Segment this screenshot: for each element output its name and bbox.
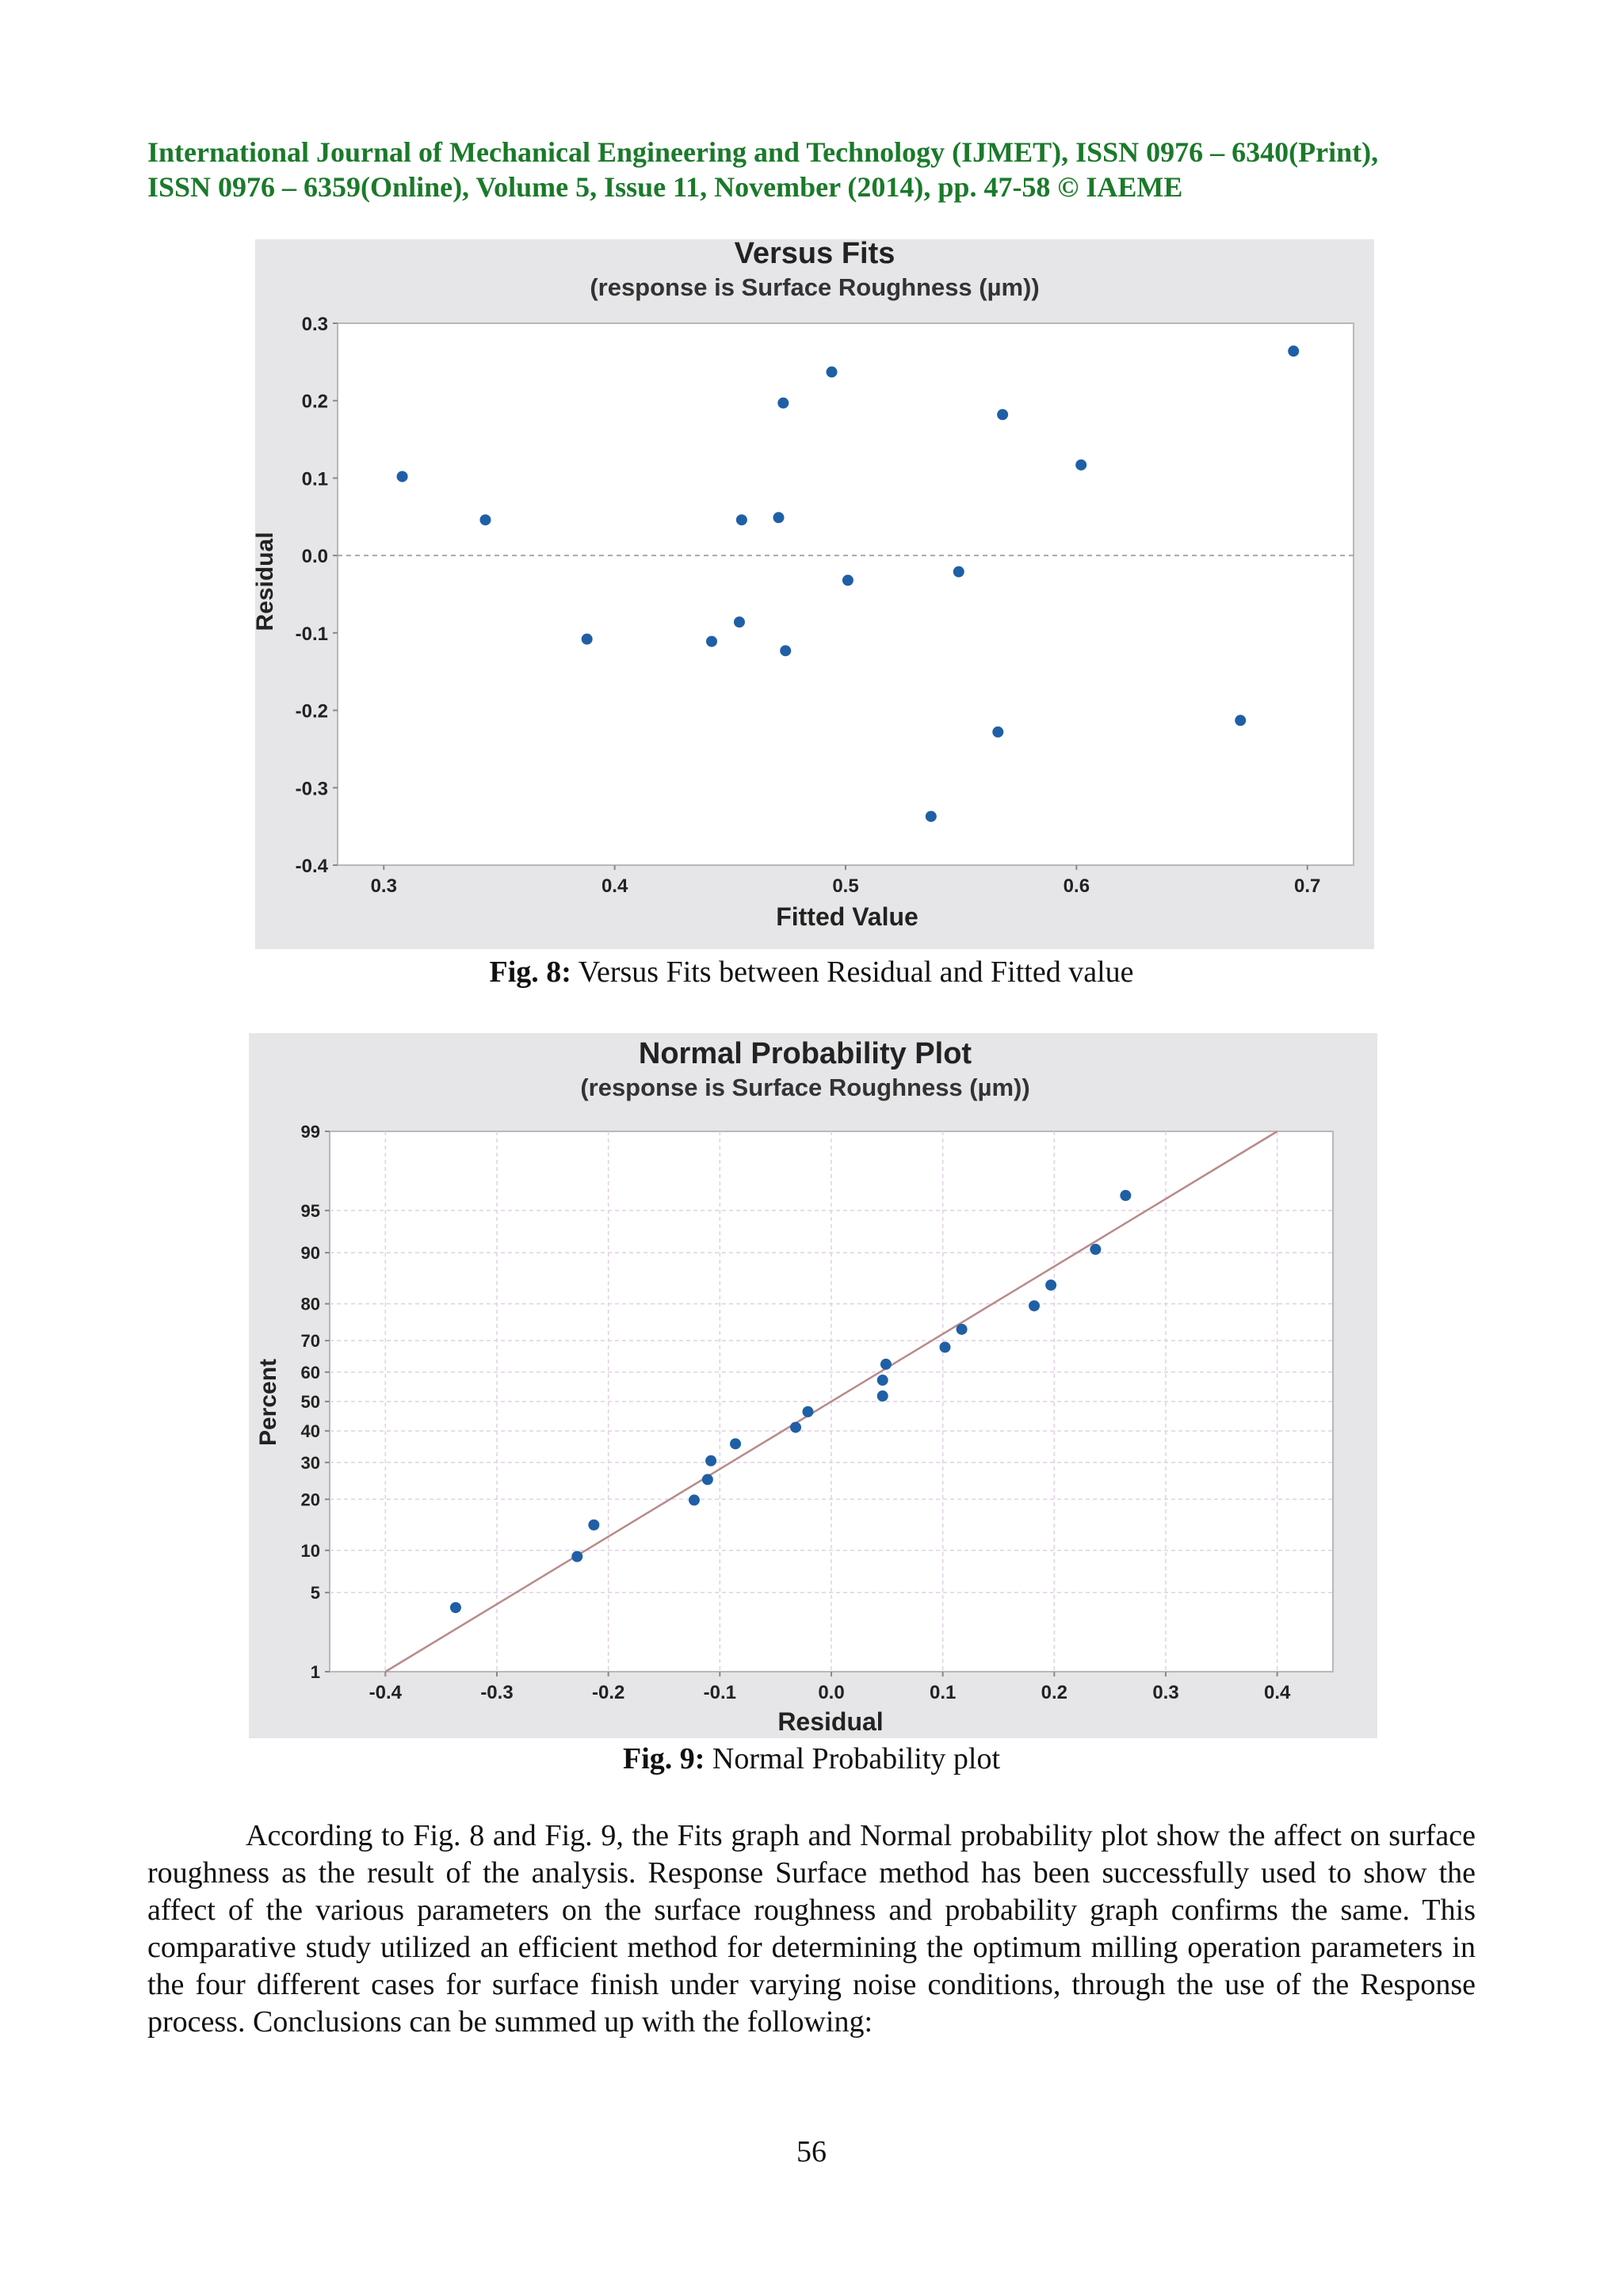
figure-8-caption-text: Versus Fits between Residual and Fitted value bbox=[571, 955, 1134, 989]
data-point bbox=[842, 574, 854, 585]
data-point bbox=[939, 1341, 950, 1352]
body-paragraph: According to Fig. 8 and Fig. 9, the Fits graph and Normal probability plot show the affect on surface roughness as the result of the analysis. Response Surface method has been successfully used to show the affect of the various parameters on the surface roughness and probability graph confirms the same. This comparative study utilized an efficient method for determining the optimum milling operation parameters in the four different cases for surface finish under varying noise conditions, through the use of the Response process. Conclusions can be summed up with the following: bbox=[147, 1819, 1476, 2039]
x-tick-label: 0.2 bbox=[1041, 1682, 1068, 1703]
data-point bbox=[588, 1520, 599, 1531]
y-tick-label: 10 bbox=[300, 1540, 320, 1561]
x-axis-label: Fitted Value bbox=[776, 902, 918, 931]
data-point bbox=[1235, 715, 1246, 726]
journal-header-line-1: International Journal of Mechanical Engineering and Technology (IJMET), ISSN 0976 – 6340(Print), bbox=[147, 136, 1379, 168]
data-point bbox=[734, 616, 745, 627]
y-axis-label: Percent bbox=[255, 1358, 281, 1447]
data-point bbox=[827, 367, 838, 378]
data-point bbox=[957, 1324, 968, 1335]
y-tick-label: 0.1 bbox=[301, 468, 328, 490]
data-point bbox=[1029, 1300, 1040, 1311]
journal-header-line-2: ISSN 0976 – 6359(Online), Volume 5, Issue 11, November (2014), pp. 47-58 © IAEME bbox=[147, 171, 1183, 203]
figure-8-versus-fits bbox=[252, 237, 1374, 949]
data-point bbox=[926, 810, 937, 822]
x-tick-label: 0.4 bbox=[601, 875, 628, 897]
data-point bbox=[802, 1406, 813, 1417]
figure-8-caption-label: Fig. 8: bbox=[489, 955, 571, 989]
x-tick-label: 0.5 bbox=[832, 875, 859, 897]
data-point bbox=[790, 1422, 801, 1433]
y-tick-label: 60 bbox=[300, 1362, 320, 1383]
plot-frame bbox=[338, 323, 1354, 865]
y-tick-label: 0.2 bbox=[301, 391, 328, 413]
chart-subtitle: (response is Surface Roughness (µm)) bbox=[580, 1074, 1030, 1101]
y-tick-label: 95 bbox=[300, 1200, 320, 1221]
page-number: 56 bbox=[796, 2135, 827, 2168]
data-point bbox=[1075, 460, 1086, 471]
y-tick-label: -0.3 bbox=[295, 778, 328, 800]
x-tick-label: 0.3 bbox=[1152, 1682, 1179, 1703]
x-axis-label: Residual bbox=[777, 1707, 884, 1736]
y-tick-label: 30 bbox=[300, 1452, 320, 1473]
data-point bbox=[777, 398, 789, 409]
data-point bbox=[992, 727, 1003, 738]
data-point bbox=[730, 1438, 741, 1449]
x-tick-label: 0.7 bbox=[1294, 875, 1321, 897]
y-tick-label: 99 bbox=[300, 1122, 320, 1142]
figure-9-caption-text: Normal Probability plot bbox=[705, 1742, 1000, 1775]
figure-9-caption-label: Fig. 9: bbox=[622, 1742, 705, 1775]
data-point bbox=[397, 471, 408, 482]
y-tick-label: 0.3 bbox=[301, 314, 328, 335]
data-point bbox=[705, 1455, 716, 1466]
data-point bbox=[736, 514, 747, 525]
x-tick-label: 0.3 bbox=[370, 875, 397, 897]
chart-title: Versus Fits bbox=[734, 237, 896, 270]
y-axis-label: Residual bbox=[252, 532, 278, 631]
x-tick-label: -0.1 bbox=[703, 1682, 737, 1703]
figure-9-caption bbox=[0, 1741, 1623, 1776]
data-point bbox=[1090, 1244, 1101, 1255]
y-tick-label: 40 bbox=[300, 1421, 320, 1442]
y-tick-label: -0.2 bbox=[295, 700, 328, 723]
data-point bbox=[706, 636, 717, 647]
x-tick-label: -0.2 bbox=[591, 1682, 625, 1703]
data-point bbox=[1045, 1280, 1056, 1291]
normal-probability-chart bbox=[249, 1033, 1377, 1738]
chart-title: Normal Probability Plot bbox=[638, 1037, 972, 1070]
data-point bbox=[780, 645, 791, 656]
x-tick-label: -0.3 bbox=[480, 1682, 514, 1703]
versus-fits-chart bbox=[252, 237, 1374, 949]
y-tick-label: 20 bbox=[300, 1489, 320, 1510]
figure-8-caption bbox=[0, 955, 1623, 990]
x-tick-label: -0.4 bbox=[369, 1682, 403, 1703]
data-point bbox=[479, 514, 491, 525]
data-point bbox=[1120, 1190, 1131, 1201]
x-tick-label: 0.0 bbox=[818, 1682, 845, 1703]
data-point bbox=[450, 1602, 461, 1613]
chart-subtitle: (response is Surface Roughness (µm)) bbox=[590, 273, 1040, 301]
y-tick-label: 5 bbox=[310, 1583, 320, 1604]
y-tick-label: 90 bbox=[300, 1243, 320, 1264]
y-tick-label: -0.1 bbox=[295, 623, 328, 645]
data-point bbox=[877, 1390, 888, 1402]
y-tick-label: 80 bbox=[300, 1294, 320, 1314]
y-tick-label: 50 bbox=[300, 1392, 320, 1412]
x-tick-label: 0.6 bbox=[1063, 875, 1090, 897]
y-tick-label: 0.0 bbox=[301, 546, 328, 568]
data-point bbox=[702, 1474, 713, 1485]
journal-header bbox=[147, 135, 1479, 204]
data-point bbox=[571, 1551, 582, 1562]
data-point bbox=[1288, 345, 1299, 357]
data-point bbox=[773, 512, 785, 523]
y-tick-label: 70 bbox=[300, 1331, 320, 1352]
data-point bbox=[877, 1375, 888, 1386]
data-point bbox=[880, 1359, 892, 1370]
y-tick-label: 1 bbox=[310, 1662, 320, 1682]
data-point bbox=[689, 1494, 700, 1505]
x-tick-label: 0.4 bbox=[1263, 1682, 1291, 1703]
y-tick-label: -0.4 bbox=[295, 856, 328, 877]
data-point bbox=[953, 566, 964, 578]
data-point bbox=[582, 634, 593, 645]
figure-9-normal-probability bbox=[249, 1033, 1377, 1738]
x-tick-label: 0.1 bbox=[929, 1682, 957, 1703]
data-point bbox=[997, 409, 1008, 420]
